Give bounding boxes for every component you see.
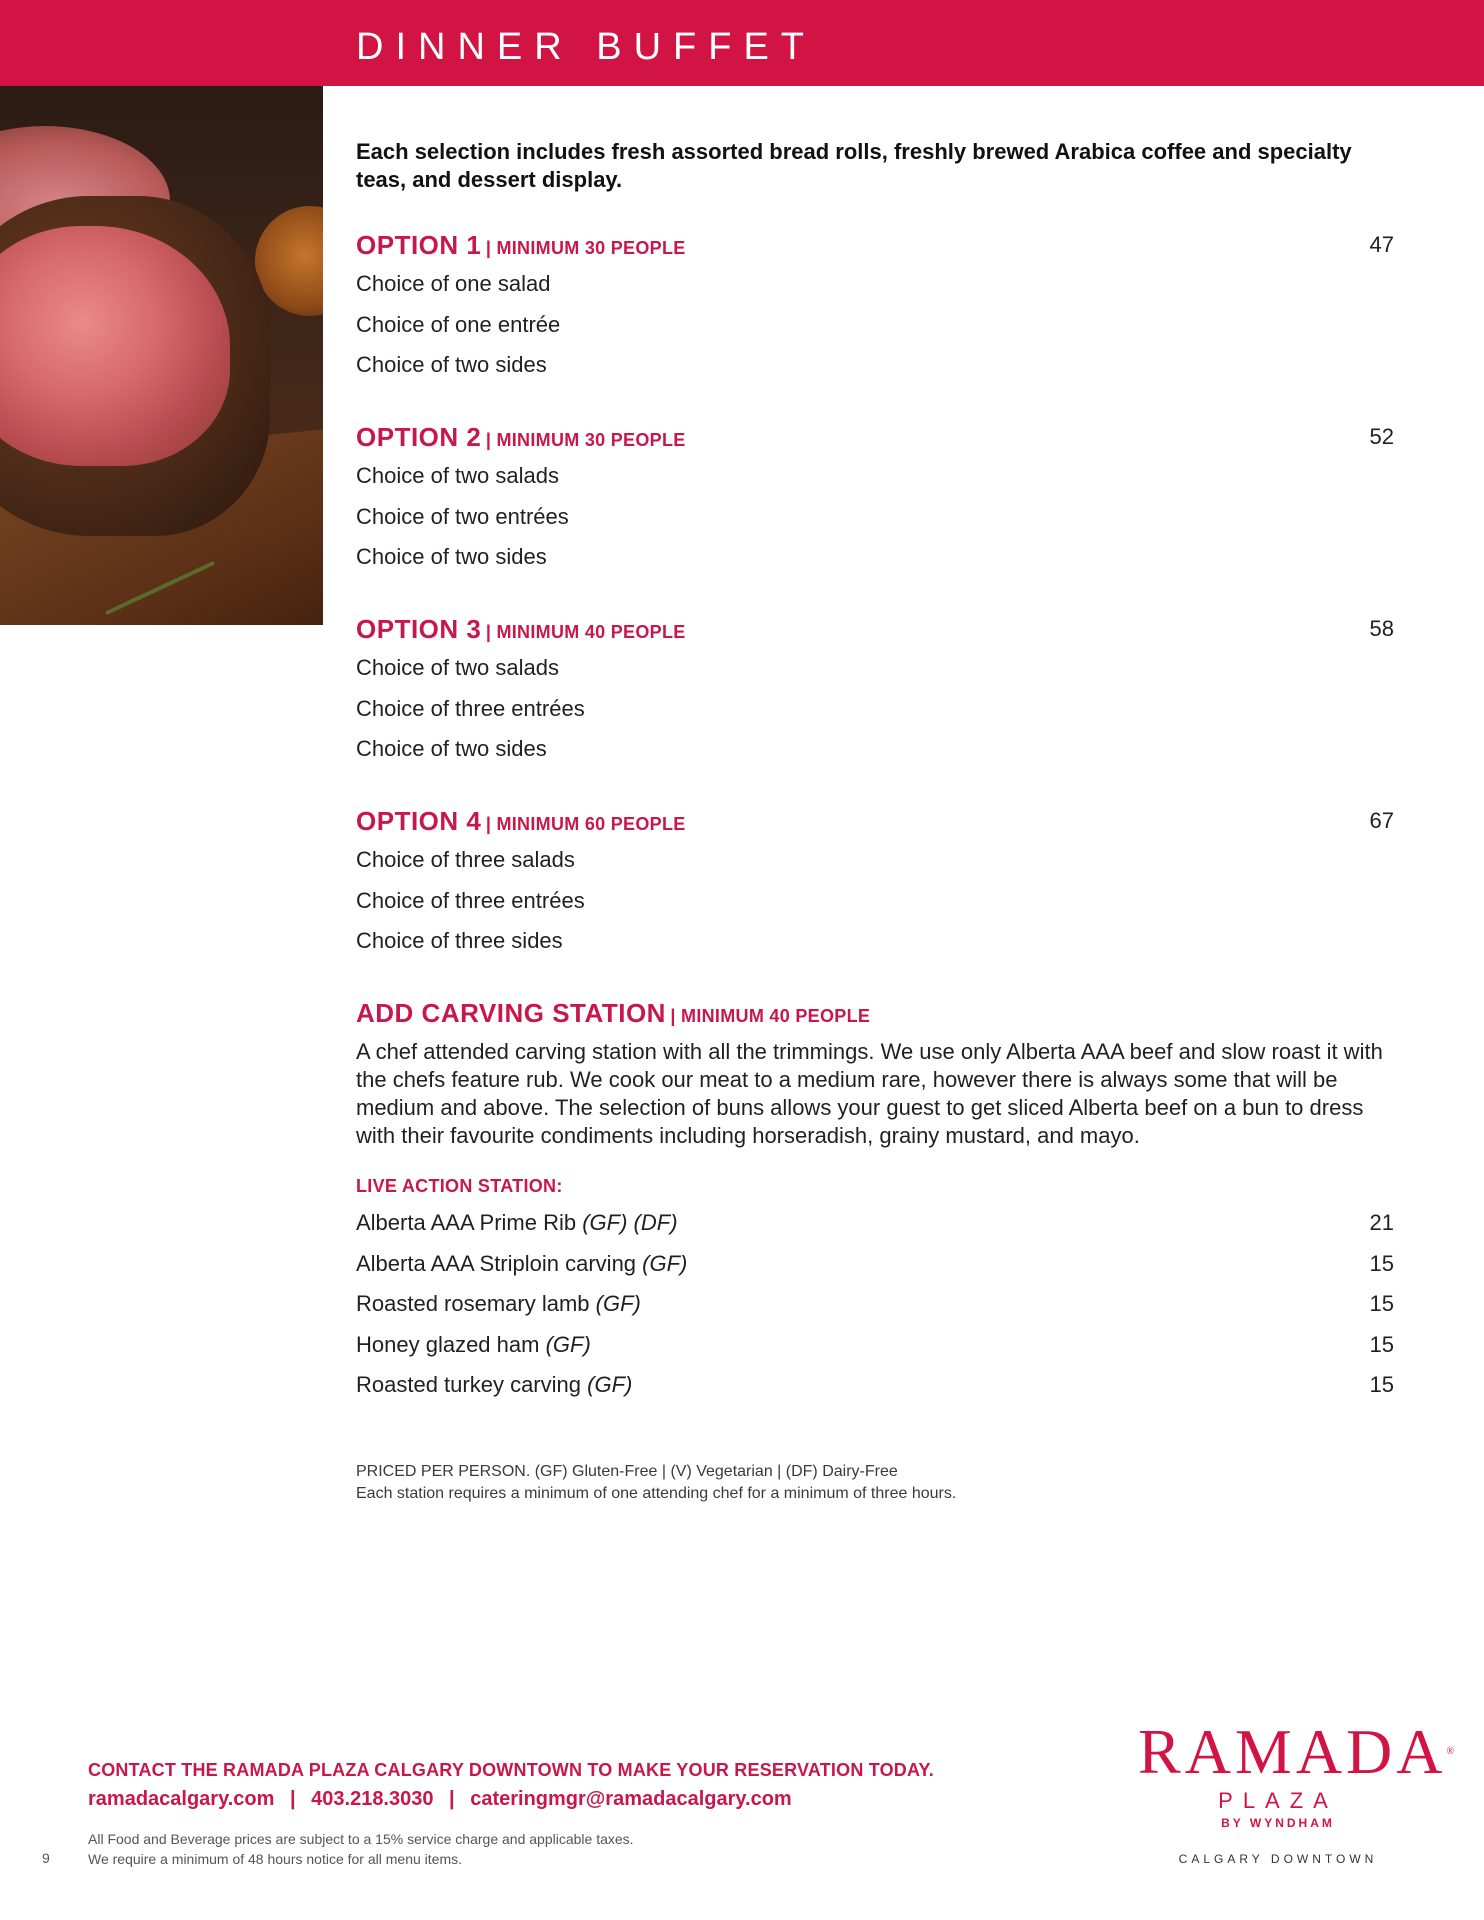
- fine-print-line-1: All Food and Beverage prices are subject to a 15% service charge and applicable taxes.: [88, 1831, 634, 1847]
- carving-title: ADD CARVING STATION: [356, 998, 666, 1028]
- station-row: [356, 1244, 1394, 1285]
- option-1: [356, 230, 1394, 386]
- option-3: [356, 614, 1394, 770]
- pricing-notes: [356, 1461, 1256, 1505]
- option-line: Choice of three entrées: [356, 887, 585, 913]
- option-header: [356, 614, 1394, 648]
- prime-rib-photo: [0, 86, 323, 625]
- option-price: 47: [1369, 232, 1394, 257]
- logo-by-wyndham: BY WYNDHAM: [1221, 1816, 1335, 1830]
- logo-location: CALGARY DOWNTOWN: [1178, 1852, 1378, 1866]
- option-title: OPTION 1: [356, 230, 482, 260]
- live-action-label: LIVE ACTION STATION:: [356, 1176, 563, 1196]
- station-name: Alberta AAA Striploin carving: [356, 1250, 637, 1276]
- intro-text: Each selection includes fresh assorted bread rolls, freshly brewed Arabica coffee and specialty teas, and dessert display.: [356, 139, 1352, 192]
- logo-plaza: PLAZA: [1218, 1788, 1338, 1813]
- fine-print: [88, 1829, 634, 1869]
- separator: |: [289, 1788, 296, 1810]
- station-price: 15: [1369, 1291, 1394, 1316]
- email-link[interactable]: cateringmgr@ramadacalgary.com: [470, 1788, 792, 1810]
- phone-link[interactable]: 403.218.3030: [311, 1788, 434, 1810]
- station-price: 15: [1369, 1331, 1394, 1357]
- option-header: [356, 806, 1394, 840]
- option-line: Choice of two salads: [356, 655, 559, 680]
- notes-line-2: Each station requires a minimum of one attending chef for a minimum of three hours.: [356, 1485, 957, 1502]
- option-4: [356, 806, 1394, 962]
- option-title: OPTION 3: [356, 614, 482, 644]
- option-price: 52: [1369, 424, 1394, 449]
- station-name: Honey glazed ham: [356, 1331, 540, 1357]
- station-diet-tag: (GF): [545, 1331, 591, 1357]
- carving-minimum: | MINIMUM 40 PEOPLE: [670, 1006, 871, 1026]
- station-list: [356, 1203, 1394, 1406]
- station-price: 21: [1369, 1210, 1394, 1235]
- contact-heading: CONTACT THE RAMADA PLAZA CALGARY DOWNTOWN TO MAKE YOUR RESERVATION TODAY.: [88, 1760, 934, 1780]
- option-line: Choice of three sides: [356, 928, 563, 953]
- carving-description: A chef attended carving station with all the trimmings. We use only Alberta AAA beef and slow roast it with the chefs feature rub. We cook our meat to a medium rare, however there is always some that will be medium and above. The selection of buns allows your guest to get sliced Alberta beef on a bun to dress with their favourite condiments including horseradish, grainy mustard, and mayo.: [356, 1039, 1383, 1148]
- station-diet-tag: (GF) (DF): [582, 1210, 678, 1235]
- logo-main-text: RAMADA: [1138, 1716, 1447, 1787]
- option-minimum: | MINIMUM 40 PEOPLE: [485, 622, 686, 642]
- option-line: Choice of two sides: [356, 352, 547, 377]
- option-line: Choice of one entrée: [356, 311, 561, 337]
- option-line: Choice of two sides: [356, 736, 547, 761]
- page-number: 9: [42, 1850, 50, 1866]
- station-diet-tag: (GF): [587, 1372, 633, 1397]
- station-row: [356, 1203, 1394, 1244]
- carving-station-section: [356, 998, 1394, 1406]
- station-diet-tag: (GF): [595, 1291, 641, 1316]
- contact-links: [88, 1788, 792, 1811]
- fine-print-line-2: We require a minimum of 48 hours notice for all menu items.: [88, 1851, 463, 1867]
- ramada-plaza-logo: [1138, 1716, 1459, 1866]
- option-line: Choice of one salad: [356, 271, 551, 296]
- station-row: [356, 1325, 1394, 1366]
- station-name: Alberta AAA Prime Rib: [356, 1210, 577, 1235]
- option-line: Choice of three salads: [356, 847, 575, 872]
- option-line: Choice of two salads: [356, 463, 559, 488]
- logo-wordmark: [1138, 1716, 1459, 1787]
- option-title: OPTION 4: [356, 806, 482, 836]
- station-name: Roasted turkey carving: [356, 1372, 581, 1397]
- option-minimum: | MINIMUM 30 PEOPLE: [485, 238, 686, 258]
- header-bar: [0, 0, 1484, 86]
- station-price: 15: [1369, 1372, 1394, 1397]
- registered-mark: ®: [1446, 1746, 1459, 1757]
- website-link[interactable]: ramadacalgary.com: [88, 1788, 275, 1810]
- option-2: [356, 422, 1394, 578]
- notes-line-1: PRICED PER PERSON. (GF) Gluten-Free | (V) Vegetarian | (DF) Dairy-Free: [356, 1463, 898, 1480]
- option-line: Choice of two entrées: [356, 503, 569, 529]
- separator: |: [449, 1788, 455, 1810]
- option-title: OPTION 2: [356, 422, 482, 452]
- option-price: 67: [1369, 808, 1394, 833]
- option-price: 58: [1369, 616, 1394, 641]
- option-line: Choice of three entrées: [356, 695, 585, 721]
- option-header: [356, 230, 1394, 264]
- page-title: DINNER BUFFET: [356, 26, 816, 68]
- option-minimum: | MINIMUM 60 PEOPLE: [485, 814, 686, 834]
- station-row: [356, 1284, 1394, 1325]
- carving-header: [356, 998, 1394, 1032]
- option-header: [356, 422, 1394, 456]
- option-minimum: | MINIMUM 30 PEOPLE: [485, 430, 686, 450]
- station-name: Roasted rosemary lamb: [356, 1291, 590, 1316]
- station-price: 15: [1369, 1250, 1394, 1276]
- station-row: [356, 1365, 1394, 1406]
- option-line: Choice of two sides: [356, 544, 547, 569]
- station-diet-tag: (GF): [642, 1250, 688, 1276]
